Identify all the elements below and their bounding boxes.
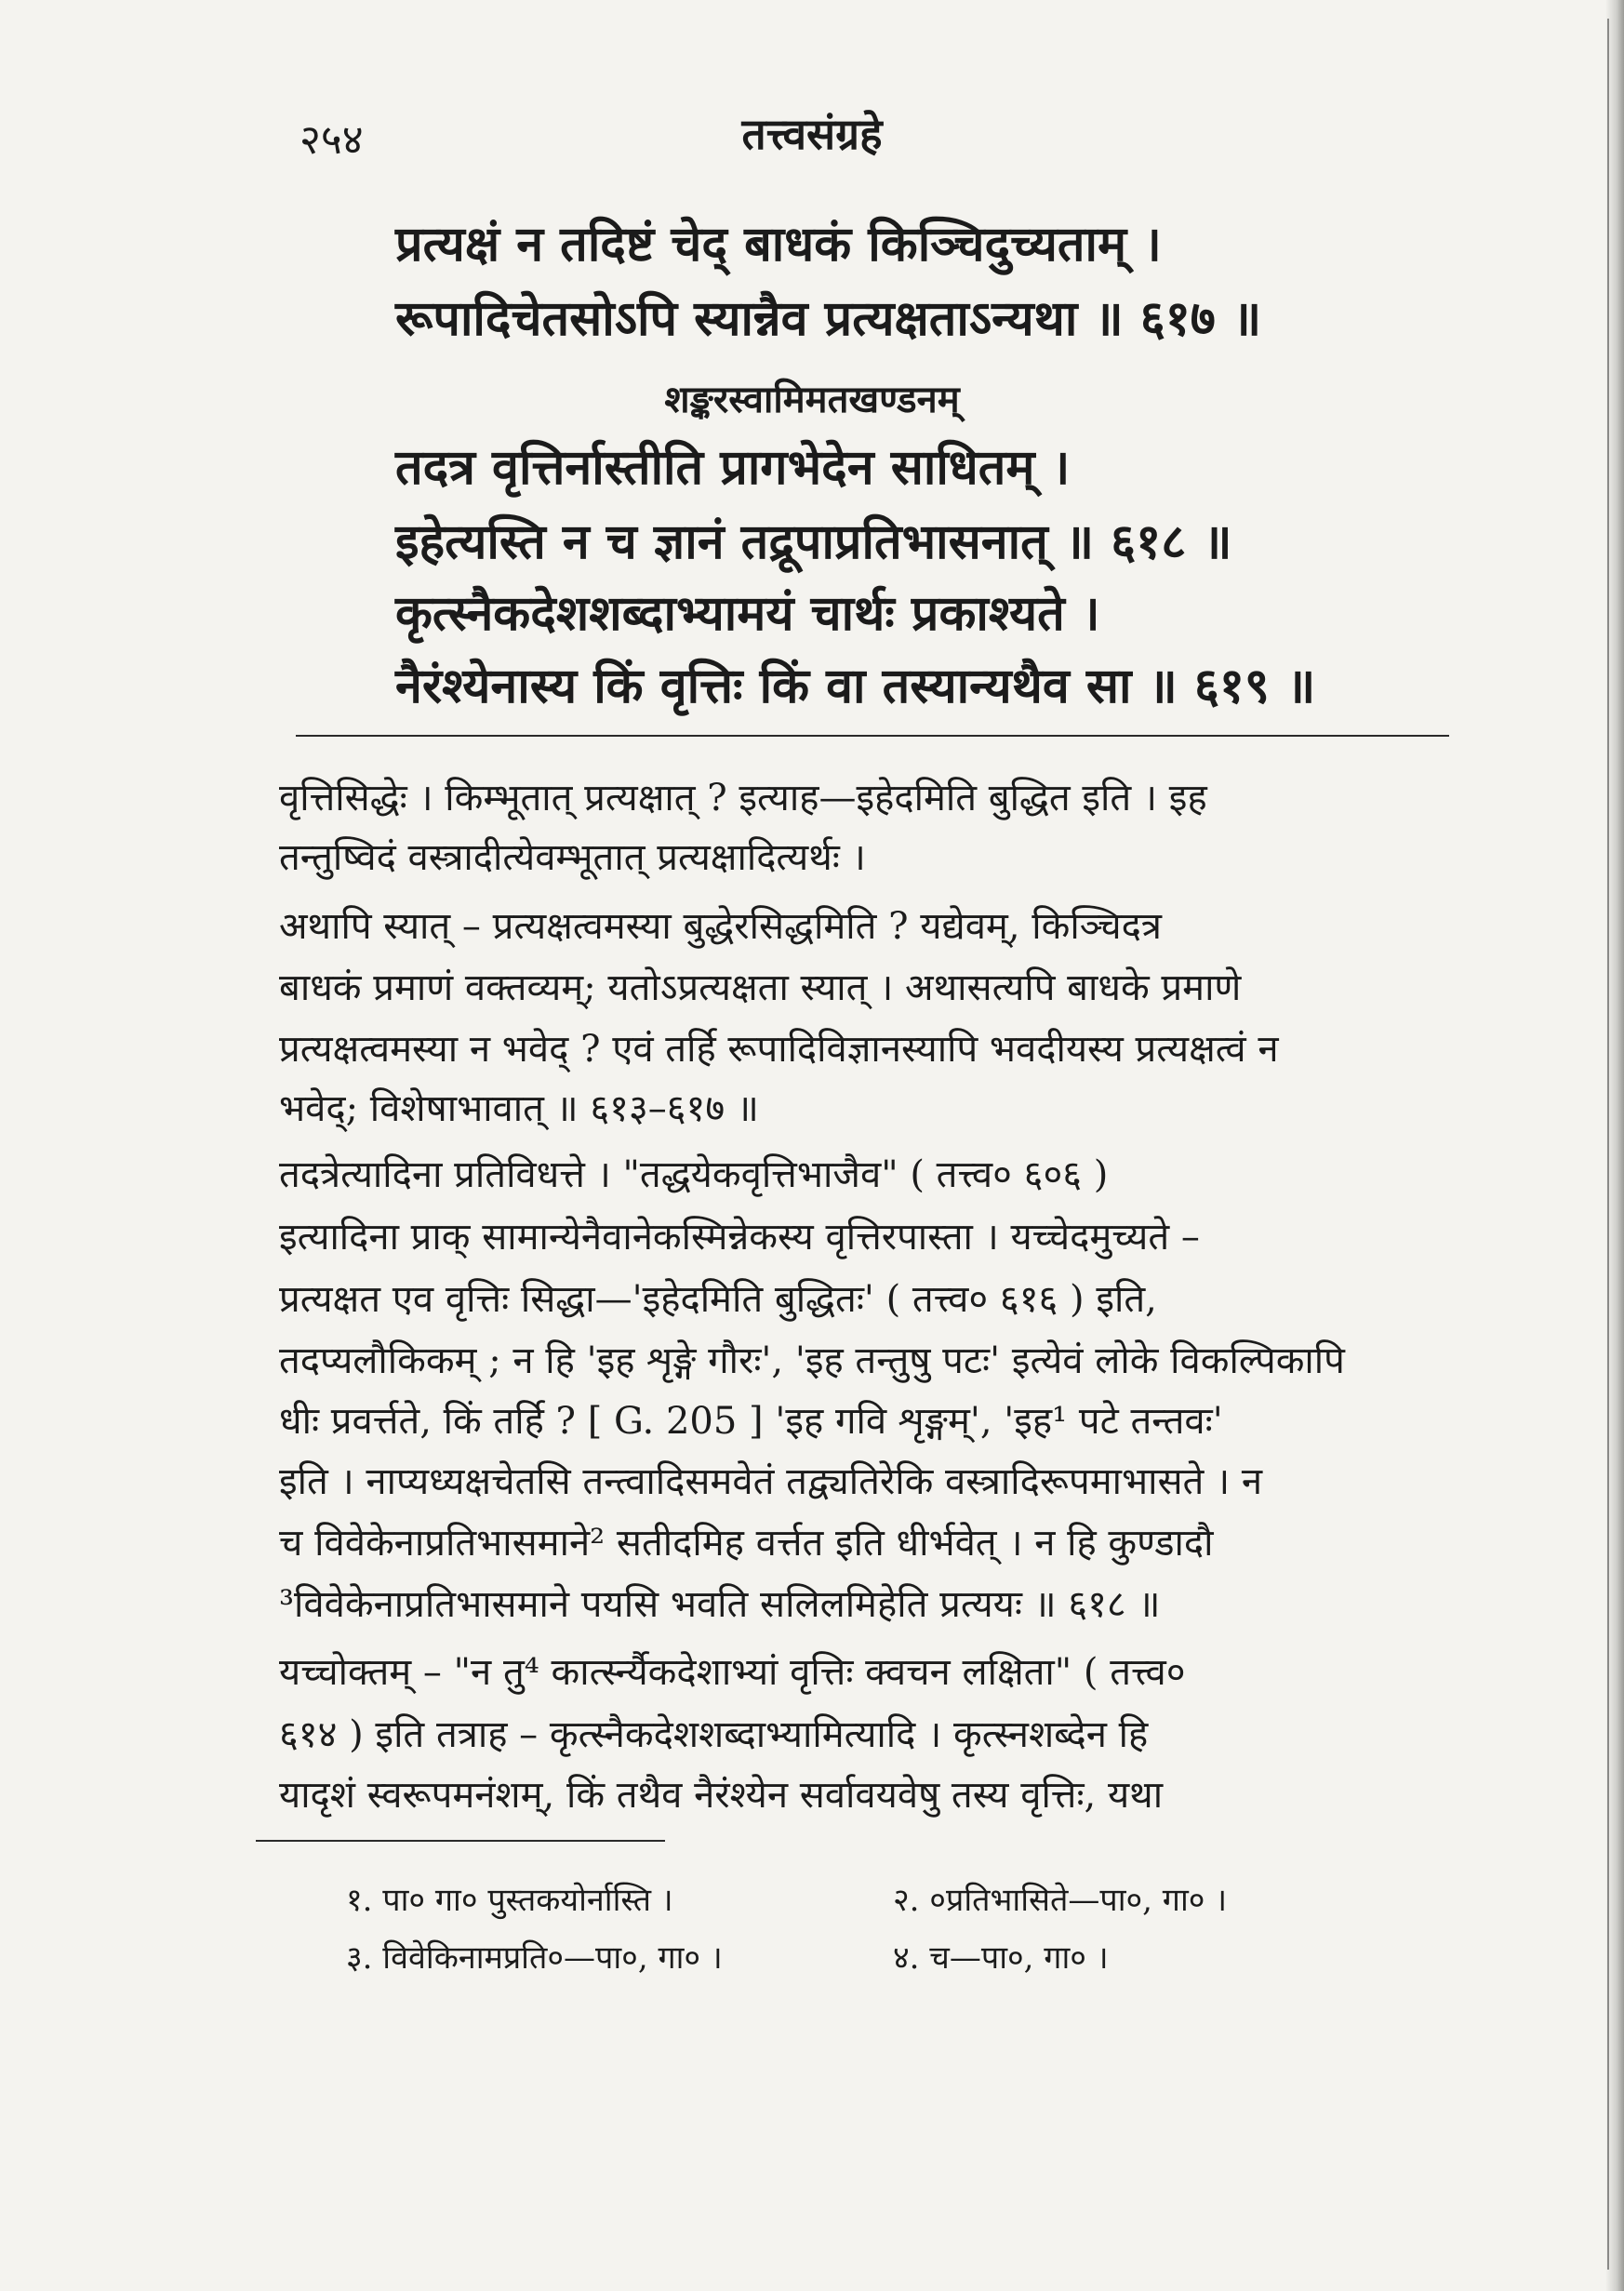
- commentary-line: वृत्तिसिद्धेः । किम्भूतात् प्रत्यक्षात् ? इत्याह—इहेदमिति बुद्धित इति । इह: [279, 777, 1207, 819]
- verse-line: प्रत्यक्षं न तदिष्टं चेद् बाधकं किञ्चिदुच्यताम् ।: [395, 216, 1162, 273]
- verse-line: तदत्र वृत्तिर्नास्तीति प्रागभेदेन साधितम् ।: [395, 439, 1071, 496]
- page-edge-line: [1607, 19, 1609, 2270]
- commentary-line: तदप्यलौकिकम् ; न हि 'इह शृङ्गे गौरः', 'इह तन्तुषु पटः' इत्येवं लोके विकल्पिकापि: [279, 1339, 1345, 1382]
- running-title: तत्त्वसंग्रहे: [741, 109, 883, 159]
- verse-line: कृत्स्नैकदेशशब्दाभ्यामयं चार्थः प्रकाश्यते ।: [395, 585, 1100, 642]
- commentary-line: अथापि स्यात् – प्रत्यक्षत्वमस्या बुद्धेरसिद्धमिति ? यद्येवम्, किञ्चिदत्र: [279, 905, 1162, 948]
- commentary-line: धीः प्रवर्त्तते, किं तर्हि ? [ G. 205 ] 'इह गवि शृङ्गम्', 'इह¹ पटे तन्तवः': [279, 1400, 1223, 1443]
- commentary-line: ³विवेकेनाप्रतिभासमाने पयसि भवति सलिलमिहेति प्रत्ययः ॥ ६१८ ॥: [279, 1583, 1161, 1626]
- verse-line: रूपादिचेतसोऽपि स्यान्नैव प्रत्यक्षताऽन्यथा ॥ ६१७ ॥: [395, 290, 1262, 347]
- section-title: शङ्करस्वामिमतखण्डनम्: [664, 378, 960, 421]
- footnote-divider: [256, 1840, 665, 1842]
- commentary-line: यच्चोक्तम् – "न तु⁴ कार्त्स्न्यैकदेशाभ्यां वृत्तिः क्वचन लक्षिता" ( तत्त्व०: [279, 1651, 1186, 1694]
- verse-divider: [296, 735, 1449, 737]
- commentary-line: ६१४ ) इति तत्राह – कृत्स्नैकदेशशब्दाभ्यामित्यादि । कृत्स्नशब्देन हि: [279, 1713, 1149, 1756]
- commentary-line: प्रत्यक्षत एव वृत्तिः सिद्धा—'इहेदमिति बुद्धितः' ( तत्त्व० ६१६ ) इति,: [279, 1278, 1157, 1321]
- commentary-line: तदत्रेत्यादिना प्रतिविधत्ते । "तद्धयेकवृत्तिभाजैव" ( तत्त्व० ६०६ ): [279, 1153, 1109, 1196]
- commentary-line: च विवेकेनाप्रतिभासमाने² सतीदमिह वर्त्तत इति धीर्भवेत् । न हि कुण्डादौ: [279, 1522, 1214, 1565]
- footnote: ४. च—पा०, गा० ।: [893, 1939, 1109, 1977]
- footnote: २. ०प्रतिभासिते—पा०, गा० ।: [893, 1882, 1228, 1919]
- commentary-line: इत्यादिना प्राक् सामान्येनैवानेकस्मिन्नेकस्य वृत्तिरपास्ता । यच्चेदमुच्यते –: [279, 1216, 1200, 1259]
- commentary-line: यादृशं स्वरूपमनंशम्, किं तथैव नैरंश्येन सर्वावयवेषु तस्य वृत्तिः, यथा: [279, 1774, 1164, 1817]
- page-number: २५४: [300, 116, 364, 164]
- commentary-line: तन्तुष्विदं वस्त्रादीत्येवम्भूतात् प्रत्यक्षादित्यर्थः ।: [279, 836, 866, 879]
- verse-line: इहेत्यस्ति न च ज्ञानं तद्रूपाप्रतिभासनात् ॥ ६१८ ॥: [395, 513, 1232, 570]
- commentary-line: प्रत्यक्षत्वमस्या न भवेद् ? एवं तर्हि रूपादिविज्ञानस्यापि भवदीयस्य प्रत्यक्षत्वं न: [279, 1028, 1279, 1071]
- footnote: १. पा० गा० पुस्तकयोर्नास्ति ।: [346, 1882, 673, 1919]
- verse-line: नैरंश्येनास्य किं वृत्तिः किं वा तस्यान्यथैव सा ॥ ६१९ ॥: [395, 658, 1316, 714]
- footnote: ३. विवेकिनामप्रति०—पा०, गा० ।: [346, 1939, 723, 1977]
- commentary-line: इति । नाप्यध्यक्षचेतसि तन्त्वादिसमवेतं तद्व्यतिरेकि वस्त्रादिरूपमाभासते । न: [279, 1460, 1263, 1503]
- commentary-line: बाधकं प्रमाणं वक्तव्यम्; यतोऽप्रत्यक्षता स्यात् । अथासत्यपि बाधके प्रमाणे: [279, 966, 1242, 1009]
- commentary-line: भवेद्; विशेषाभावात् ॥ ६१३–६१७ ॥: [279, 1087, 759, 1130]
